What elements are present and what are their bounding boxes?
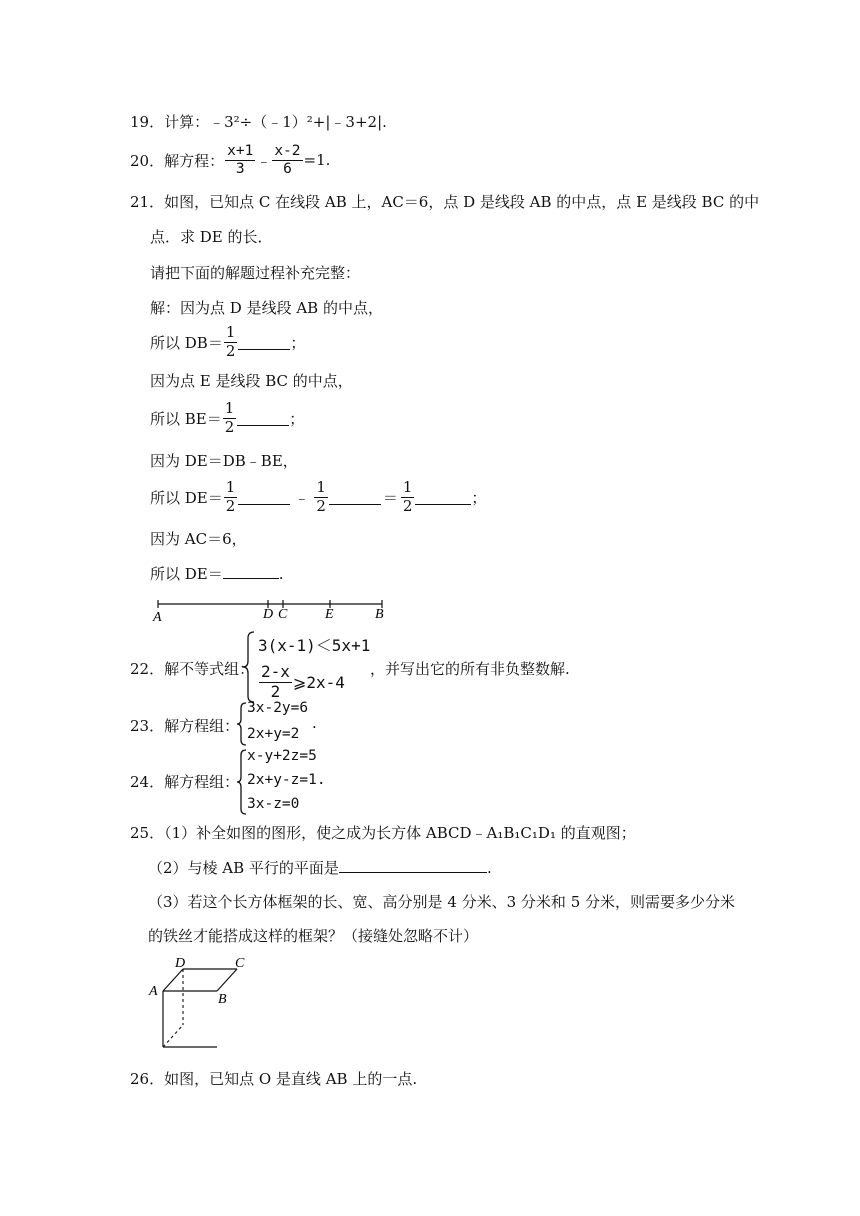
q24-equation-1: x-y+2z=5 [247,748,317,764]
q20-frac1-denominator: 3 [235,160,245,177]
half-numerator: 1 [402,478,413,497]
half-numerator: 1 [225,478,236,497]
segment-figure [150,596,400,624]
q24-number: 24． [130,773,165,791]
q21-step3: 因为点 E 是线段 BC 的中点， [150,372,353,390]
q24-label-text: 解方程组： [164,773,240,791]
q26 [130,1068,417,1089]
half-fraction [224,324,238,360]
half-denominator: 2 [402,496,413,515]
label-d: D [263,607,274,622]
q21-intro: 请把下面的解题过程补充完整： [150,264,361,282]
q23-label [130,715,239,736]
q21-step8 [150,563,284,584]
q24-period: . [316,772,326,788]
q21-step6-end: ； [471,488,487,507]
edge-bc [217,969,237,991]
q20-rhs: =1. [303,151,331,169]
q21-step2-end: ； [290,333,306,352]
q21-step8-prefix: 所以 DE＝ [150,565,223,583]
q21-step5: 因为 DE＝DB﹣BE， [150,452,298,470]
q24-equation-2 [247,772,326,788]
q21-step4-prefix: 所以 BE＝ [150,409,222,428]
q23-number: 23． [130,717,165,735]
q20 [130,140,330,180]
label-b: B [375,607,384,622]
q19 [130,111,387,132]
q22-number: 22． [130,660,165,678]
q22-inequality-1: 3(x-1)＜5x+1 [258,636,371,655]
q20-label: 解方程： [164,151,225,170]
q22-inequality-2 [258,662,345,702]
half-denominator: 2 [224,417,235,436]
half-denominator: 2 [225,496,236,515]
half-fraction [314,479,328,515]
q20-frac1-numerator: x+1 [227,142,254,159]
half-numerator: 1 [225,323,236,342]
q21-step8-end: . [278,565,284,583]
edge-a1-d1-hidden [163,1025,183,1047]
answer-blank[interactable] [339,858,487,873]
answer-blank[interactable] [238,490,290,505]
q25-part3-line1: （3）若这个长方体框架的长、宽、高分别是 4 分米、3 分米和 5 分米，则需要多少分米 [148,893,736,911]
q23-equation-1: 3x-2y=6 [247,700,309,716]
half-fraction [223,400,237,436]
q25-part1-text: （1）补全如图的图形，使之成为长方体 ABCD﹣A₁B₁C₁D₁ 的直观图； [164,824,636,842]
q21-step6-prefix: 所以 DE＝ [150,488,223,507]
q26-text: 如图，已知点 O 是直线 AB 上的一点. [164,1070,418,1088]
q25-part3-line2: 的铁丝才能搭成这样的框架？（接缝处忽略不计） [148,927,479,945]
answer-blank[interactable] [329,490,381,505]
q22-tail: ，并写出它的所有非负整数解. [370,660,570,678]
q22-fraction [259,663,292,701]
q25-part2-prefix: （2）与棱 AB 平行的平面是 [148,859,339,877]
answer-blank[interactable] [238,335,290,350]
q20-frac2-numerator: x-2 [274,142,301,159]
half-numerator: 1 [316,478,326,497]
half-numerator: 1 [224,399,235,418]
q23-equation-2: 2x+y=2 [247,726,300,742]
q19-label: 计算： [164,113,210,131]
q26-number: 26． [130,1070,165,1088]
q21-step4-end: ； [289,409,305,428]
q21-line1 [130,191,759,212]
vertex-label-b: B [218,992,227,1007]
q21-step1: 解：因为点 D 是线段 AB 的中点， [150,299,383,317]
answer-blank[interactable] [415,490,471,505]
vertex-label-d: D [175,956,186,971]
q22-frac-numerator: 2-x [261,662,290,682]
q23-label-text: 解方程组： [164,717,240,735]
q25-number: 25． [130,824,165,842]
label-a: A [153,610,162,624]
q25-part1 [130,822,636,843]
q22-brace [242,630,256,704]
q21-step6 [150,477,486,517]
q21-number: 21． [130,193,165,211]
q21-step4 [150,398,304,438]
q21-step2-prefix: 所以 DB＝ [150,333,223,352]
q23-period: . [312,714,317,732]
q20-number: 20． [130,151,165,170]
q21-step6-equals: ＝ [382,488,398,507]
q21-step2 [150,322,305,362]
q22-label [130,658,254,679]
vertex-label-a: A [149,984,158,999]
edge-da [163,969,183,991]
q24-label [130,771,239,792]
q22-label-text: 解不等式组： [164,660,255,678]
q22-frac-denominator: 2 [270,681,281,701]
q20-fraction-1 [225,143,255,177]
label-c: C [278,607,288,622]
q19-number: 19． [130,113,165,131]
q25-part2-end: . [486,859,492,877]
q19-expression: ﹣3²÷（﹣1）²+|﹣3+2|. [209,113,387,131]
half-denominator: 2 [225,341,236,360]
q22-inequality-2-rest: ⩾2x-4 [292,672,345,692]
label-e: E [325,607,334,622]
q21-text-line1: 如图，已知点 C 在线段 AB 上，AC＝6，点 D 是线段 AB 的中点，点 E 是线段 BC 的中 [164,193,760,211]
half-fraction [401,479,415,515]
answer-blank[interactable] [237,411,289,426]
answer-blank[interactable] [223,564,279,579]
half-denominator: 2 [316,496,326,515]
q24-equation-3: 3x-z=0 [247,796,300,812]
q25-part2 [148,857,492,878]
q21-step6-minus: ﹣ [294,488,310,507]
q21-step7: 因为 AC＝6， [150,530,247,548]
q21-text-line2: 点．求 DE 的长． [150,228,273,246]
q20-fraction-2 [272,143,302,177]
half-fraction [224,479,238,515]
cuboid-figure [145,955,260,1055]
q20-frac2-denominator: 6 [283,160,292,177]
q24-equation-2-text: 2x+y-z=1 [247,772,317,788]
q20-minus: ﹣ [256,151,272,170]
vertex-label-c: C [235,956,245,971]
